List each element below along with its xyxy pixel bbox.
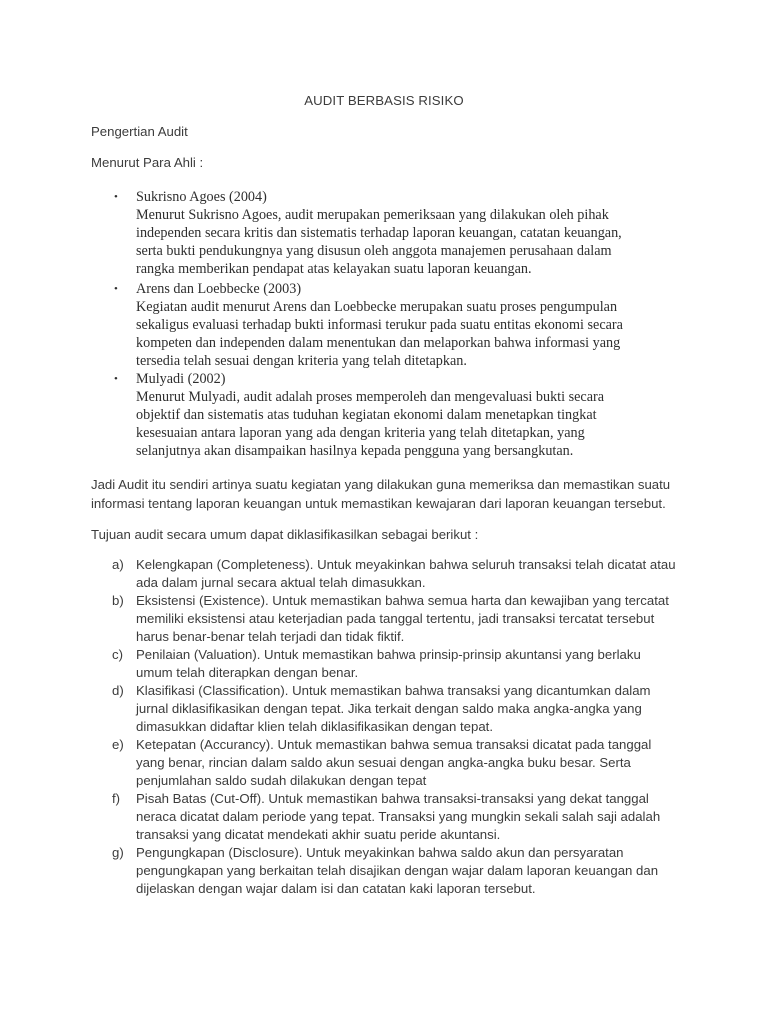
document-title: AUDIT BERBASIS RISIKO: [304, 93, 464, 108]
expert-name: Arens dan Loebbecke (2003): [136, 281, 302, 297]
expert-text-line: Kegiatan audit menurut Arens dan Loebbecke merupakan suatu proses pengumpulan: [136, 299, 618, 315]
objective-text-line: umum telah diterapkan dengan benar.: [136, 665, 359, 680]
objective-text-line: Eksistensi (Existence). Untuk memastikan bahwa semua harta dan kewajiban yang tercatat: [136, 593, 669, 608]
list-marker: g): [112, 845, 124, 860]
list-marker: a): [112, 557, 124, 572]
bullet-icon: •: [114, 191, 118, 203]
expert-text-line: serta bukti pendukungnya yang disusun oleh anggota manajemen perusahaan dalam: [136, 243, 612, 259]
expert-text-line: independen secara kritis dan sistematis terhadap laporan keuangan, catatan keuangan,: [136, 225, 622, 241]
objective-text-line: dimasukkan didaftar klien telah diklasifikasikan dengan tepat.: [136, 719, 494, 734]
objective-text: [136, 646, 641, 682]
section-heading: Pengertian Audit: [91, 124, 188, 139]
paragraph-line: Tujuan audit secara umum dapat diklasifikasilkan sebagai berikut :: [91, 527, 479, 542]
objective-text-line: Penilaian (Valuation). Untuk memastikan bahwa prinsip-prinsip akuntansi yang berlaku: [136, 647, 641, 662]
expert-text-line: objektif dan sistematis atas tuduhan kegiatan ekonomi dalam menetapkan tingkat: [136, 407, 597, 423]
objective-text-line: Klasifikasi (Classification). Untuk memastikan bahwa transaksi yang dicantumkan dalam: [136, 683, 651, 698]
objective-text: [136, 682, 651, 736]
objective-text-line: Pisah Batas (Cut-Off). Untuk memastikan bahwa transaksi-transaksi yang dekat tanggal: [136, 791, 649, 806]
objective-text-line: harus benar-benar telah terjadi dan tidak fiktif.: [136, 629, 405, 644]
paragraph-line: informasi tentang laporan keuangan untuk memastikan kewajaran dari laporan keuangan tersebut.: [91, 496, 666, 511]
conclusion-paragraph: [91, 475, 670, 513]
objective-text-line: pengungkapan yang berkaitan telah disajikan dengan wajar dalam laporan keuangan dan: [136, 863, 659, 878]
bullet-icon: •: [114, 283, 118, 295]
objective-text-line: memiliki eksistensi atau keterjadian pada tanggal tertentu, jadi transaksi tercatat tersebut: [136, 611, 655, 626]
bullet-icon: •: [114, 373, 118, 385]
list-marker: c): [112, 647, 123, 662]
expert-text-line: Menurut Sukrisno Agoes, audit merupakan pemeriksaan yang dilakukan oleh pihak: [136, 207, 609, 223]
objective-text: [136, 592, 669, 646]
expert-body: [136, 188, 676, 278]
expert-body: [136, 280, 676, 370]
objective-text-line: Ketepatan (Accurancy). Untuk memastikan bahwa semua transaksi dicatat pada tanggal: [136, 737, 652, 752]
expert-name: Mulyadi (2002): [136, 371, 226, 387]
list-marker: e): [112, 737, 124, 752]
objective-text: [136, 790, 660, 844]
paragraph-line: Jadi Audit itu sendiri artinya suatu kegiatan yang dilakukan guna memeriksa dan memastikan suatu: [91, 477, 671, 492]
objective-text-line: yang benar, rincian dalam saldo akun sesuai dengan angka-angka buku besar. Serta: [136, 755, 631, 770]
objective-text-line: jurnal diklasifikasikan dengan tepat. Jika terkait dengan saldo maka angka-angka yang: [136, 701, 642, 716]
experts-subheading: Menurut Para Ahli :: [91, 155, 204, 170]
expert-text-line: Menurut Mulyadi, audit adalah proses memperoleh dan mengevaluasi bukti secara: [136, 389, 605, 405]
expert-text-line: kesesuaian antara laporan yang ada dengan kriteria yang telah ditetapkan, yang: [136, 425, 585, 441]
objective-text-line: Pengungkapan (Disclosure). Untuk meyakinkan bahwa saldo akun dan persyaratan: [136, 845, 624, 860]
expert-text-line: sekaligus evaluasi terhadap bukti informasi terukur pada suatu entitas ekonomi secara: [136, 317, 623, 333]
expert-body: [136, 370, 676, 460]
objective-text-line: penjumlahan saldo sudah dilakukan dengan tepat: [136, 773, 427, 788]
objectives-intro: [91, 525, 478, 544]
expert-text-line: tersedia telah sesuai dengan kriteria yang telah ditetapkan.: [136, 353, 467, 369]
list-marker: b): [112, 593, 124, 608]
objective-text: [136, 844, 658, 898]
objective-text-line: Kelengkapan (Completeness). Untuk meyakinkan bahwa seluruh transaksi telah dicatat atau: [136, 557, 676, 572]
objective-text-line: neraca dicatat dalam periode yang tepat. Transaksi yang mungkin sekali salah saji adalah: [136, 809, 661, 824]
list-marker: f): [112, 791, 121, 806]
list-marker: d): [112, 683, 124, 698]
objective-text-line: dijelaskan dengan wajar dalam isi dan catatan kaki laporan tersebut.: [136, 881, 536, 896]
objective-text-line: ada dalam jurnal secara aktual telah dimasukkan.: [136, 575, 426, 590]
objective-text: [136, 556, 676, 592]
expert-text-line: rangka memberikan pendapat atas kelayakan suatu laporan keuangan.: [136, 261, 532, 277]
expert-text-line: selanjutnya akan disampaikan hasilnya kepada pengguna yang bersangkutan.: [136, 443, 574, 459]
objective-text-line: transaksi yang dicatat mendekati akhir suatu peride akuntansi.: [136, 827, 501, 842]
objective-text: [136, 736, 651, 790]
expert-name: Sukrisno Agoes (2004): [136, 189, 267, 205]
expert-text-line: kompeten dan independen dalam menentukan dan melaporkan bahwa informasi yang: [136, 335, 621, 351]
